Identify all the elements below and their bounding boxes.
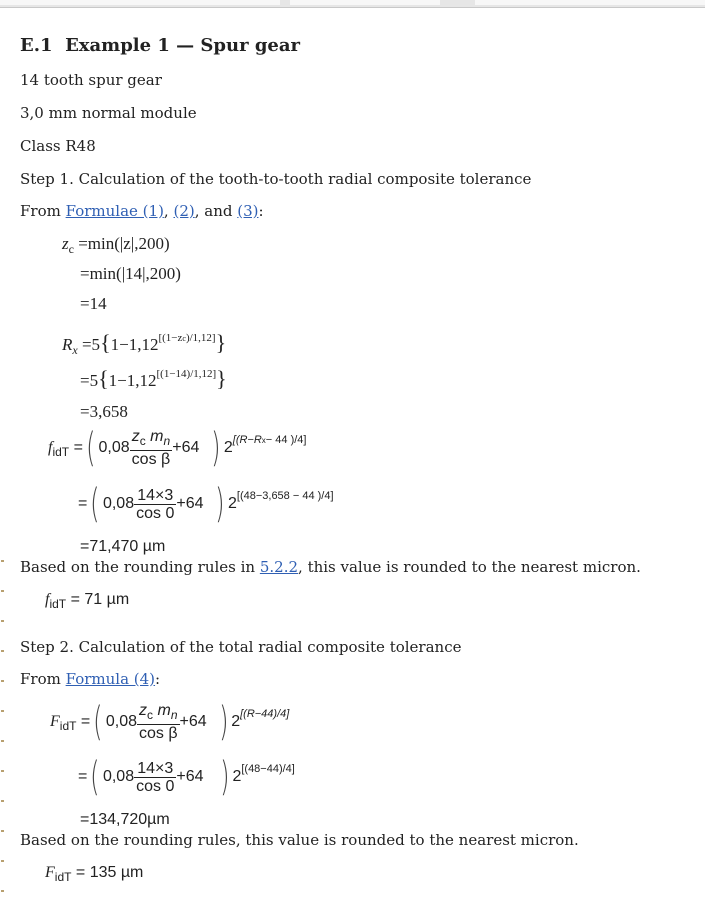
change-margin-marks bbox=[0, 560, 6, 910]
step1-from-line: From Formulae (1), (2), and (3): bbox=[20, 202, 264, 220]
step1-title: Step 1. Calculation of the tooth-to-tooth radial composite tolerance bbox=[20, 170, 532, 188]
top-toolbar-strip bbox=[0, 0, 705, 8]
fidt-equation-line1: $f_{idT}$ =( 0,08 $\frac{z_c m_n}{\text{cos β}}$ +64 ) 2[(R−Rx− 44 )/4] bbox=[48, 425, 307, 471]
section-title: Example 1 — Spur gear bbox=[65, 35, 301, 56]
formula-1-link[interactable]: Formulae (1) bbox=[65, 202, 164, 220]
gear-module-text: 3,0 mm normal module bbox=[20, 104, 197, 122]
zc-equation-line2: =min(|14|,200) bbox=[80, 264, 181, 283]
fidt-final: $f_{idT} = 71$ µm bbox=[45, 591, 130, 611]
zc-equation-line1: $z_c =\min(|z|,200)$ bbox=[62, 234, 170, 256]
F-idt-equation-line2: =( 0,08 $\frac{14\times 3}{\cos 0}$ +64 ) 2[(48−44)/4] bbox=[78, 754, 295, 800]
gear-class-text: Class R48 bbox=[20, 137, 96, 155]
section-number: E.1 bbox=[20, 35, 53, 56]
F-idt-result: =134,720µm bbox=[80, 811, 170, 828]
F-idt-equation-line1: $F_{idT}$ =( 0,08 $\frac{z_c m_n}{\text{cos β}}$ +64 ) 2[(R−44)/4] bbox=[50, 699, 290, 745]
step2-title: Step 2. Calculation of the total radial composite tolerance bbox=[20, 638, 462, 656]
step2-rounding-text: Based on the rounding rules, this value is rounded to the nearest micron. bbox=[20, 831, 579, 849]
step1-rounding-text: Based on the rounding rules in 5.2.2, this value is rounded to the nearest micron. bbox=[20, 558, 641, 576]
formula-2-link[interactable]: (2) bbox=[173, 202, 195, 220]
section-heading bbox=[20, 35, 300, 56]
rx-equation-line1: $R_x =5\{1-1,12[(1-zc)/1,12]\}$ bbox=[62, 330, 227, 357]
step2-from-line: From Formula (4): bbox=[20, 670, 161, 688]
formula-4-link[interactable]: Formula (4) bbox=[65, 670, 156, 688]
gear-teeth-text: 14 tooth spur gear bbox=[20, 71, 162, 89]
rx-result: =3,658 bbox=[80, 402, 128, 421]
fidt-result: =71,470 µm bbox=[80, 538, 166, 555]
F-idt-final: $F_{idT} = 135$ µm bbox=[45, 864, 144, 884]
clause-5-2-2-link[interactable]: 5.2.2 bbox=[259, 558, 299, 576]
rx-equation-line2: =5{1−1,12[(1−14)/1,12]} bbox=[80, 366, 227, 391]
formula-3-link[interactable]: (3) bbox=[237, 202, 259, 220]
fidt-equation-line2: =( 0,08 $\frac{14\times 3}{\cos 0}$ +64 ) 2[(48−3,658 − 44 )/4] bbox=[78, 481, 334, 527]
zc-equation-line3: =14 bbox=[80, 294, 107, 313]
